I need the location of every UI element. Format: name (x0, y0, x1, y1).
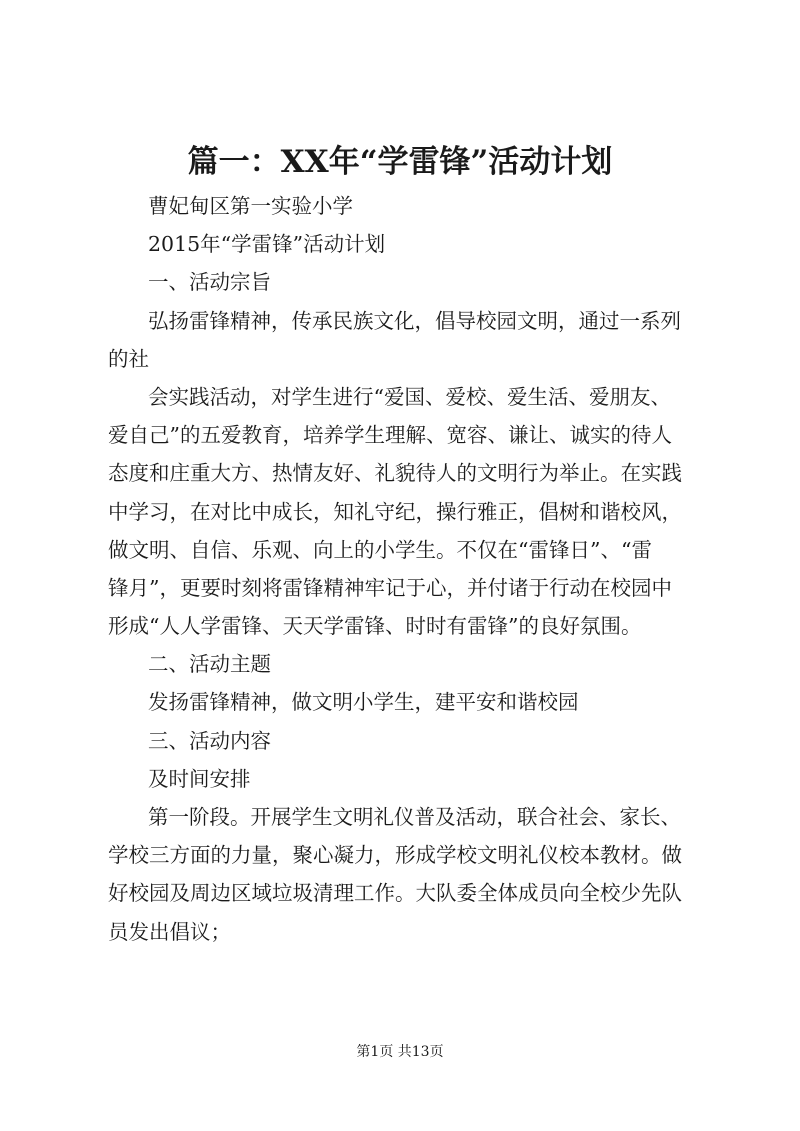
body-line: 锋月”，更要时刻将雷锋精神牢记于心，并付诸于行动在校园中 (108, 575, 672, 600)
document-body (108, 187, 708, 951)
body-line: 中学习，在对比中成长，知礼守纪，操行雅正，倡树和谐校风， (108, 499, 682, 524)
body-line: 及时间安排 (148, 766, 251, 791)
document-title: 篇一：XX年“学雷锋”活动计划 (187, 144, 613, 180)
body-line: 员发出倡议； (108, 919, 231, 944)
body-line: 发扬雷锋精神，做文明小学生，建平安和谐校园 (148, 690, 579, 715)
body-line: 第一阶段。开展学生文明礼仪普及活动，联合社会、家长、 (148, 805, 681, 829)
page-footer: 第1页 共13页 (356, 1044, 444, 1060)
body-line: 2015年“学雷锋”活动计划 (148, 232, 386, 257)
section-heading: 三、活动内容 (148, 728, 271, 753)
section-heading: 一、活动宗旨 (148, 270, 271, 295)
body-line: 弘扬雷锋精神，传承民族文化，倡导校园文明，通过一系列 (148, 308, 681, 333)
body-line: 会实践活动，对学生进行“爱国、爱校、爱生活、爱朋友、 (148, 384, 671, 409)
body-line: 态度和庄重大方、热情友好、礼貌待人的文明行为举止。在实践 (108, 461, 682, 486)
section-heading: 二、活动主题 (148, 652, 271, 677)
body-line: 爱自己”的五爱教育，培养学生理解、宽容、谦让、诚实的待人 (108, 423, 672, 448)
body-line: 曹妃甸区第一实验小学 (148, 194, 353, 218)
body-line: 做文明、自信、乐观、向上的小学生。不仅在“雷锋日”、“雷 (108, 537, 652, 562)
body-line: 学校三方面的力量，聚心凝力，形成学校文明礼仪校本教材。做 (108, 843, 682, 868)
body-line: 形成“人人学雷锋、天天学雷锋、时时有雷锋”的良好氛围。 (108, 614, 642, 639)
body-line: 好校园及周边区域垃圾清理工作。大队委全体成员向全校少先队 (108, 881, 682, 906)
body-line: 的社 (108, 346, 149, 371)
